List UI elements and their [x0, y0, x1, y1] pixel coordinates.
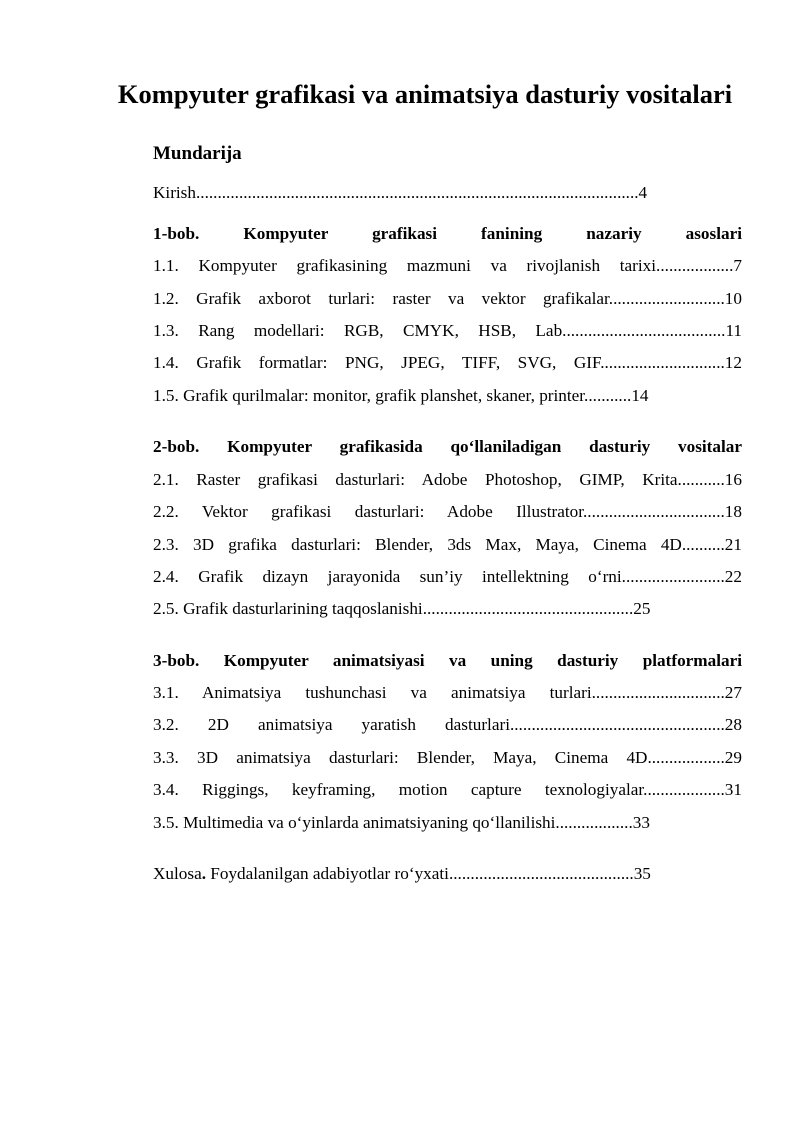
toc-item: 1.4. Grafik formatlar: PNG, JPEG, TIFF, SVG, GIF.............................12	[153, 353, 742, 372]
toc-item: 1.2. Grafik axborot turlari: raster va vektor grafikalar...........................10	[153, 289, 742, 308]
toc-heading: Mundarija	[153, 143, 242, 164]
toc-item: 2.1. Raster grafikasi dasturlari: Adobe Photoshop, GIMP, Krita...........16	[153, 470, 742, 489]
conclusion-prefix: Xulosa	[153, 864, 202, 883]
toc-item-intro: Kirish.......................................................................................................4	[153, 183, 648, 202]
toc-item: 1.1. Kompyuter grafikasining mazmuni va rivojlanish tarixi..................7	[153, 256, 742, 275]
chapter-heading-3: 3-bob. Kompyuter animatsiyasi va uning dasturiy platformalari	[153, 651, 742, 670]
page-title: Kompyuter grafikasi va animatsiya dasturiy vositalari	[117, 79, 733, 109]
conclusion-rest: Foydalanilgan adabiyotlar ro‘yxati...........................................35	[206, 864, 651, 883]
toc-item: 2.2. Vektor grafikasi dasturlari: Adobe Illustrator.................................18	[153, 502, 742, 521]
toc-item: 3.1. Animatsiya tushunchasi va animatsiya turlari...............................27	[153, 683, 742, 702]
conclusion-dot: .	[201, 864, 206, 883]
toc-item: 1.3. Rang modellari: RGB, CMYK, HSB, Lab......................................11	[153, 321, 742, 340]
toc-item: 1.5. Grafik qurilmalar: monitor, grafik planshet, skaner, printer...........14	[153, 386, 649, 405]
toc-item: 2.4. Grafik dizayn jarayonida sun’iy intellektning o‘rni........................22	[153, 567, 742, 586]
toc-item: 2.5. Grafik dasturlarining taqqoslanishi.................................................25	[153, 599, 651, 618]
toc-item: 3.3. 3D animatsiya dasturlari: Blender, Maya, Cinema 4D..................29	[153, 748, 742, 767]
toc-item: 3.2. 2D animatsiya yaratish dasturlari..................................................28	[153, 715, 742, 734]
toc-item: 3.4. Riggings, keyframing, motion capture texnologiyalar...................31	[153, 780, 742, 799]
chapter-heading-2: 2-bob. Kompyuter grafikasida qo‘llaniladigan dasturiy vositalar	[153, 437, 742, 456]
chapter-heading-1: 1-bob. Kompyuter grafikasi fanining nazariy asoslari	[153, 224, 742, 243]
toc-item: 3.5. Multimedia va o‘yinlarda animatsiyaning qo‘llanilishi..................33	[153, 813, 650, 832]
toc-item: 2.3. 3D grafika dasturlari: Blender, 3ds Max, Maya, Cinema 4D..........21	[153, 535, 742, 554]
toc-item-conclusion	[153, 861, 651, 887]
